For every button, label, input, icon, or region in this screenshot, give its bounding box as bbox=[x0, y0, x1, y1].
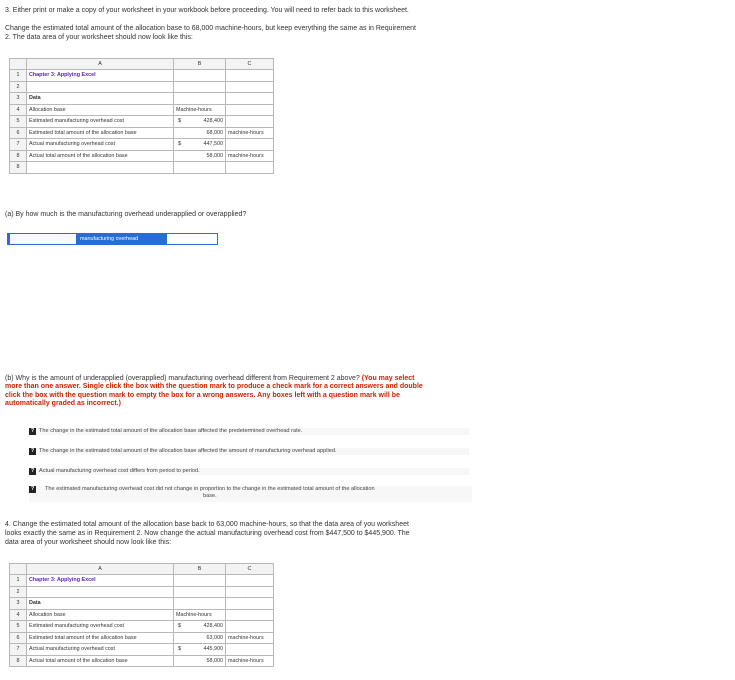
sheet-title: Chapter 3: Applying Excel bbox=[27, 70, 174, 82]
sheet-title: Chapter 3: Applying Excel bbox=[27, 575, 174, 587]
est-total-unit: machine-hours bbox=[226, 632, 274, 644]
cell bbox=[226, 139, 274, 151]
row-number: 6 bbox=[10, 127, 27, 139]
cell bbox=[226, 70, 274, 82]
question-mark-checkbox[interactable]: ? bbox=[30, 448, 35, 454]
cell bbox=[226, 575, 274, 587]
q4-instruction-line3: data area of your worksheet should now look like this: bbox=[5, 539, 172, 546]
cell bbox=[174, 93, 226, 105]
act-total-label: Actual total amount of the allocation base bbox=[27, 150, 174, 162]
row-number: 4 bbox=[10, 104, 27, 116]
qb-option-2-text: The change in the estimated total amount of the allocation base affected the amount of manufacturing overhead applied. bbox=[39, 448, 337, 454]
act-moh-label: Actual manufacturing overhead cost bbox=[27, 644, 174, 656]
question-mark-checkbox[interactable]: ? bbox=[30, 486, 35, 492]
est-moh-value: $ 428,400 bbox=[174, 116, 226, 128]
worksheet-table-2 bbox=[9, 563, 274, 667]
qb-question-line3: click the box with the question mark to empty the box for a wrong answers. Any boxes left with a question mark will be bbox=[5, 391, 400, 399]
col-header-a: A bbox=[27, 59, 174, 70]
est-moh-value: $ 428,400 bbox=[174, 621, 226, 633]
qa-answer-row bbox=[7, 233, 218, 245]
cell bbox=[226, 598, 274, 610]
col-header-b: B bbox=[174, 564, 226, 575]
currency-symbol: $ bbox=[178, 623, 181, 630]
qb-option-3-text: Actual manufacturing overhead cost differs from period to period. bbox=[39, 468, 200, 474]
data-label: Data bbox=[27, 598, 174, 610]
act-total-unit: machine-hours bbox=[226, 655, 274, 667]
est-moh-label: Estimated manufacturing overhead cost bbox=[27, 116, 174, 128]
qb-option-4 bbox=[29, 486, 472, 502]
cell bbox=[174, 586, 226, 598]
data-label: Data bbox=[27, 93, 174, 105]
underapplied-overapplied-select[interactable] bbox=[7, 233, 77, 245]
est-total-value: 68,000 bbox=[174, 127, 226, 139]
row-number: 4 bbox=[10, 609, 27, 621]
alloc-base-label: Allocation base bbox=[27, 104, 174, 116]
row-number: 3 bbox=[10, 598, 27, 610]
qb-question-line4: automatically graded as incorrect.) bbox=[5, 400, 121, 407]
cell bbox=[226, 81, 274, 93]
alloc-base-value: Machine-hours bbox=[174, 104, 226, 116]
qa-question: (a) By how much is the manufacturing overhead underapplied or overapplied? bbox=[5, 211, 247, 218]
row-number: 1 bbox=[10, 70, 27, 82]
act-total-label: Actual total amount of the allocation base bbox=[27, 655, 174, 667]
col-header-b: B bbox=[174, 59, 226, 70]
cell bbox=[226, 644, 274, 656]
cell bbox=[226, 162, 274, 174]
row-number: 5 bbox=[10, 116, 27, 128]
overhead-amount-input[interactable] bbox=[167, 233, 218, 245]
cell bbox=[226, 116, 274, 128]
q4-instruction-line2: looks exactly the same as in Requirement 2. Now change the actual manufacturing overhead cost from $447,500 to $445,900. The bbox=[5, 530, 410, 537]
q3-instruction-line1: 3. Either print or make a copy of your worksheet in your workbook before proceeding. You will need to refer back to this worksheet. bbox=[5, 7, 409, 14]
row-number: 1 bbox=[10, 575, 27, 587]
cell bbox=[174, 575, 226, 587]
col-header-a: A bbox=[27, 564, 174, 575]
est-total-label: Estimated total amount of the allocation base bbox=[27, 632, 174, 644]
row-number: 8 bbox=[10, 150, 27, 162]
cell bbox=[174, 162, 226, 174]
currency-symbol: $ bbox=[178, 118, 181, 125]
row-number: 7 bbox=[10, 644, 27, 656]
cell bbox=[27, 81, 174, 93]
row-number: 2 bbox=[10, 586, 27, 598]
cell bbox=[27, 162, 174, 174]
qb-option-3 bbox=[29, 468, 469, 475]
row-number: 8 bbox=[10, 655, 27, 667]
col-header-c: C bbox=[226, 59, 274, 70]
est-total-value: 63,000 bbox=[174, 632, 226, 644]
row-number: 5 bbox=[10, 621, 27, 633]
alloc-base-label: Allocation base bbox=[27, 609, 174, 621]
est-moh-label: Estimated manufacturing overhead cost bbox=[27, 621, 174, 633]
qb-question-line2: more than one answer. Single click the box with the question mark to produce a check mark for a correct answers and double bbox=[5, 383, 423, 390]
qb-question-line1: (b) Why is the amount of underapplied (overapplied) manufacturing overhead different from Requirement 2 above? (You may select bbox=[5, 375, 415, 382]
question-mark-checkbox[interactable]: ? bbox=[30, 468, 35, 474]
col-header-c: C bbox=[226, 564, 274, 575]
act-moh-value: $ 445,900 bbox=[174, 644, 226, 656]
cell bbox=[174, 81, 226, 93]
row-number: 6 bbox=[10, 632, 27, 644]
cell bbox=[226, 586, 274, 598]
qb-option-2 bbox=[29, 448, 469, 455]
worksheet-table-1 bbox=[9, 58, 274, 174]
row-number: 3 bbox=[10, 93, 27, 105]
corner-cell bbox=[10, 564, 27, 575]
act-moh-label: Actual manufacturing overhead cost bbox=[27, 139, 174, 151]
cell bbox=[174, 70, 226, 82]
currency-symbol: $ bbox=[178, 141, 181, 148]
q4-instruction-line1: 4. Change the estimated total amount of the allocation base back to 63,000 machine-hours, so that the data area of you worksheet bbox=[5, 521, 409, 528]
cell bbox=[226, 93, 274, 105]
cell bbox=[27, 586, 174, 598]
row-number: 7 bbox=[10, 139, 27, 151]
cell bbox=[226, 104, 274, 116]
q3-instruction-line2: Change the estimated total amount of the allocation base to 68,000 machine-hours, but keep everything the same as in Requirement bbox=[5, 25, 416, 32]
act-total-value: 58,000 bbox=[174, 655, 226, 667]
qb-option-4-text: The estimated manufacturing overhead cost did not change in proportion to the change in the estimated total amount of the allocation base. bbox=[45, 486, 375, 499]
alloc-base-value: Machine-hours bbox=[174, 609, 226, 621]
est-total-unit: machine-hours bbox=[226, 127, 274, 139]
currency-symbol: $ bbox=[178, 646, 181, 653]
act-total-unit: machine-hours bbox=[226, 150, 274, 162]
corner-cell bbox=[10, 59, 27, 70]
act-total-value: 58,000 bbox=[174, 150, 226, 162]
qb-option-1-text: The change in the estimated total amount of the allocation base affected the predetermined overhead rate. bbox=[39, 428, 303, 434]
row-number: 8 bbox=[10, 162, 27, 174]
cell bbox=[226, 621, 274, 633]
cell bbox=[174, 598, 226, 610]
manufacturing-overhead-label: manufacturing overhead bbox=[77, 233, 167, 245]
row-number: 2 bbox=[10, 81, 27, 93]
qb-option-1 bbox=[29, 428, 469, 435]
question-mark-checkbox[interactable]: ? bbox=[30, 428, 35, 434]
q3-instruction-line3: 2. The data area of your worksheet should now look like this: bbox=[5, 34, 193, 41]
cell bbox=[226, 609, 274, 621]
est-total-label: Estimated total amount of the allocation base bbox=[27, 127, 174, 139]
act-moh-value: $ 447,500 bbox=[174, 139, 226, 151]
